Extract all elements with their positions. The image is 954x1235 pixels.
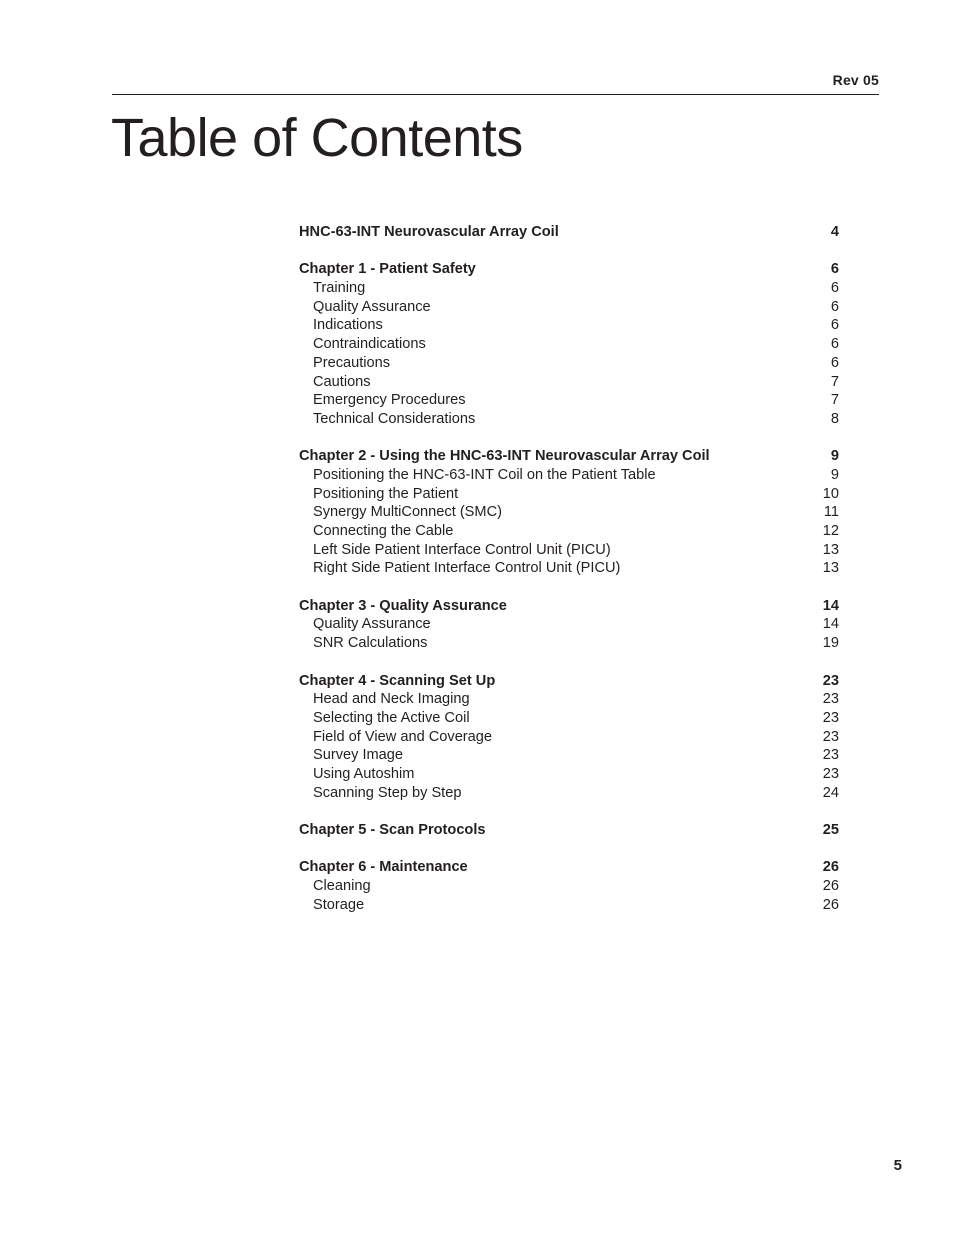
toc-entry-page: 13 bbox=[822, 560, 839, 577]
toc-section-entry[interactable] bbox=[299, 522, 839, 541]
toc-entry-label: Quality Assurance bbox=[313, 616, 431, 633]
toc-entry-page: 11 bbox=[823, 504, 839, 521]
toc-section-entry[interactable] bbox=[299, 615, 839, 634]
toc-entry-label: Chapter 4 - Scanning Set Up bbox=[299, 672, 496, 689]
toc-entry-page: 7 bbox=[830, 373, 839, 390]
toc-section-entry[interactable] bbox=[299, 279, 839, 298]
toc-entry-page: 10 bbox=[822, 485, 839, 502]
toc-entry-label: Chapter 6 - Maintenance bbox=[299, 859, 468, 876]
toc-entry-page: 23 bbox=[822, 747, 839, 764]
toc-section-entry[interactable] bbox=[299, 709, 839, 728]
toc-chapter-entry[interactable] bbox=[299, 223, 839, 242]
toc-section-entry[interactable] bbox=[299, 373, 839, 392]
toc-group bbox=[299, 447, 839, 578]
toc-entry-label: Positioning the Patient bbox=[313, 485, 459, 502]
toc-section-entry[interactable] bbox=[299, 896, 839, 915]
toc-section-entry[interactable] bbox=[299, 391, 839, 410]
toc-entry-page: 26 bbox=[822, 878, 839, 895]
toc-section-entry[interactable] bbox=[299, 728, 839, 747]
toc-entry-page: 14 bbox=[822, 616, 839, 633]
toc-entry-page: 6 bbox=[830, 280, 839, 297]
toc-entry-label: Synergy MultiConnect (SMC) bbox=[313, 504, 502, 521]
toc-entry-label: Positioning the HNC-63-INT Coil on the Patient Table bbox=[313, 466, 656, 483]
toc-chapter-entry[interactable] bbox=[299, 672, 839, 691]
toc-entry-label: Training bbox=[313, 280, 366, 297]
toc-section-entry[interactable] bbox=[299, 354, 839, 373]
toc-section-entry[interactable] bbox=[299, 335, 839, 354]
toc-entry-label: Using Autoshim bbox=[313, 765, 415, 782]
toc-entry-page: 6 bbox=[830, 298, 839, 315]
toc-entry-label: Chapter 3 - Quality Assurance bbox=[299, 597, 507, 614]
toc-entry-page: 26 bbox=[822, 859, 839, 876]
revision-label: Rev 05 bbox=[832, 72, 879, 88]
toc-group bbox=[299, 223, 839, 242]
toc-entry-page: 14 bbox=[822, 597, 839, 614]
toc-chapter-entry[interactable] bbox=[299, 447, 839, 466]
toc-entry-label: Chapter 5 - Scan Protocols bbox=[299, 822, 486, 838]
toc-entry-label: Emergency Procedures bbox=[313, 392, 466, 409]
toc-entry-label: Contraindications bbox=[313, 336, 426, 353]
toc-group bbox=[299, 858, 839, 914]
toc-section-entry[interactable] bbox=[299, 634, 839, 653]
toc-section-entry[interactable] bbox=[299, 746, 839, 765]
toc-entry-page: 8 bbox=[830, 410, 839, 427]
toc-section-entry[interactable] bbox=[299, 690, 839, 709]
header-rule bbox=[112, 94, 879, 95]
toc-entry-page: 23 bbox=[822, 709, 839, 726]
toc-entry-page: 6 bbox=[830, 261, 839, 278]
toc-entry-label: Left Side Patient Interface Control Unit (PICU) bbox=[313, 541, 611, 558]
toc-chapter-entry[interactable] bbox=[299, 821, 839, 840]
toc-chapter-entry[interactable] bbox=[299, 260, 839, 279]
toc-section-entry[interactable] bbox=[299, 485, 839, 504]
toc-entry-label: Quality Assurance bbox=[313, 298, 431, 315]
toc-group bbox=[299, 672, 839, 803]
toc-section-entry[interactable] bbox=[299, 541, 839, 560]
toc-entry-page: 6 bbox=[830, 317, 839, 334]
toc-entry-page: 23 bbox=[822, 672, 839, 689]
toc-entry-page: 24 bbox=[822, 784, 839, 801]
toc-entry-label: Connecting the Cable bbox=[313, 523, 454, 539]
toc-entry-label: Survey Image bbox=[313, 747, 404, 764]
toc-section-entry[interactable] bbox=[299, 559, 839, 578]
toc-section-entry[interactable] bbox=[299, 316, 839, 335]
toc-group bbox=[299, 597, 839, 653]
toc-entry-page: 23 bbox=[822, 691, 839, 708]
toc-section-entry[interactable] bbox=[299, 877, 839, 896]
page-number: 5 bbox=[893, 1157, 902, 1174]
toc-entry-label: Precautions bbox=[313, 354, 391, 371]
toc-entry-page: 4 bbox=[830, 224, 839, 240]
toc-entry-page: 23 bbox=[822, 765, 839, 782]
toc-entry-page: 25 bbox=[822, 822, 839, 838]
toc-entry-label: SNR Calculations bbox=[313, 635, 428, 652]
page-title: Table of Contents bbox=[111, 108, 523, 168]
toc-section-entry[interactable] bbox=[299, 410, 839, 429]
toc-entry-page: 26 bbox=[822, 896, 839, 913]
toc-section-entry[interactable] bbox=[299, 784, 839, 803]
toc-entry-label: Technical Considerations bbox=[313, 410, 476, 427]
toc-group bbox=[299, 821, 839, 840]
toc-entry-label: HNC-63-INT Neurovascular Array Coil bbox=[299, 224, 559, 240]
table-of-contents bbox=[299, 223, 839, 933]
toc-entry-page: 6 bbox=[830, 354, 839, 371]
toc-chapter-entry[interactable] bbox=[299, 597, 839, 616]
toc-entry-page: 19 bbox=[822, 635, 839, 652]
toc-section-entry[interactable] bbox=[299, 298, 839, 317]
toc-entry-page: 23 bbox=[822, 728, 839, 745]
toc-entry-page: 6 bbox=[830, 336, 839, 353]
toc-entry-label: Storage bbox=[313, 896, 365, 913]
toc-entry-page: 13 bbox=[822, 541, 839, 558]
toc-entry-label: Field of View and Coverage bbox=[313, 728, 493, 745]
toc-entry-label: Right Side Patient Interface Control Unit (PICU) bbox=[313, 560, 621, 577]
toc-entry-label: Indications bbox=[313, 317, 383, 334]
toc-chapter-entry[interactable] bbox=[299, 858, 839, 877]
toc-section-entry[interactable] bbox=[299, 466, 839, 485]
toc-entry-label: Chapter 2 - Using the HNC-63-INT Neurovascular Array Coil bbox=[299, 448, 710, 465]
toc-entry-label: Scanning Step by Step bbox=[313, 784, 462, 801]
toc-section-entry[interactable] bbox=[299, 765, 839, 784]
toc-entry-label: Cleaning bbox=[313, 878, 371, 895]
toc-entry-page: 7 bbox=[830, 392, 839, 409]
toc-entry-page: 9 bbox=[830, 448, 839, 465]
toc-entry-page: 9 bbox=[830, 466, 839, 483]
toc-entry-page: 12 bbox=[822, 523, 839, 539]
toc-entry-label: Cautions bbox=[313, 373, 371, 390]
toc-entry-label: Chapter 1 - Patient Safety bbox=[299, 261, 476, 278]
toc-entry-label: Head and Neck Imaging bbox=[313, 691, 470, 708]
toc-entry-label: Selecting the Active Coil bbox=[313, 709, 470, 726]
toc-group bbox=[299, 260, 839, 428]
toc-section-entry[interactable] bbox=[299, 503, 839, 522]
